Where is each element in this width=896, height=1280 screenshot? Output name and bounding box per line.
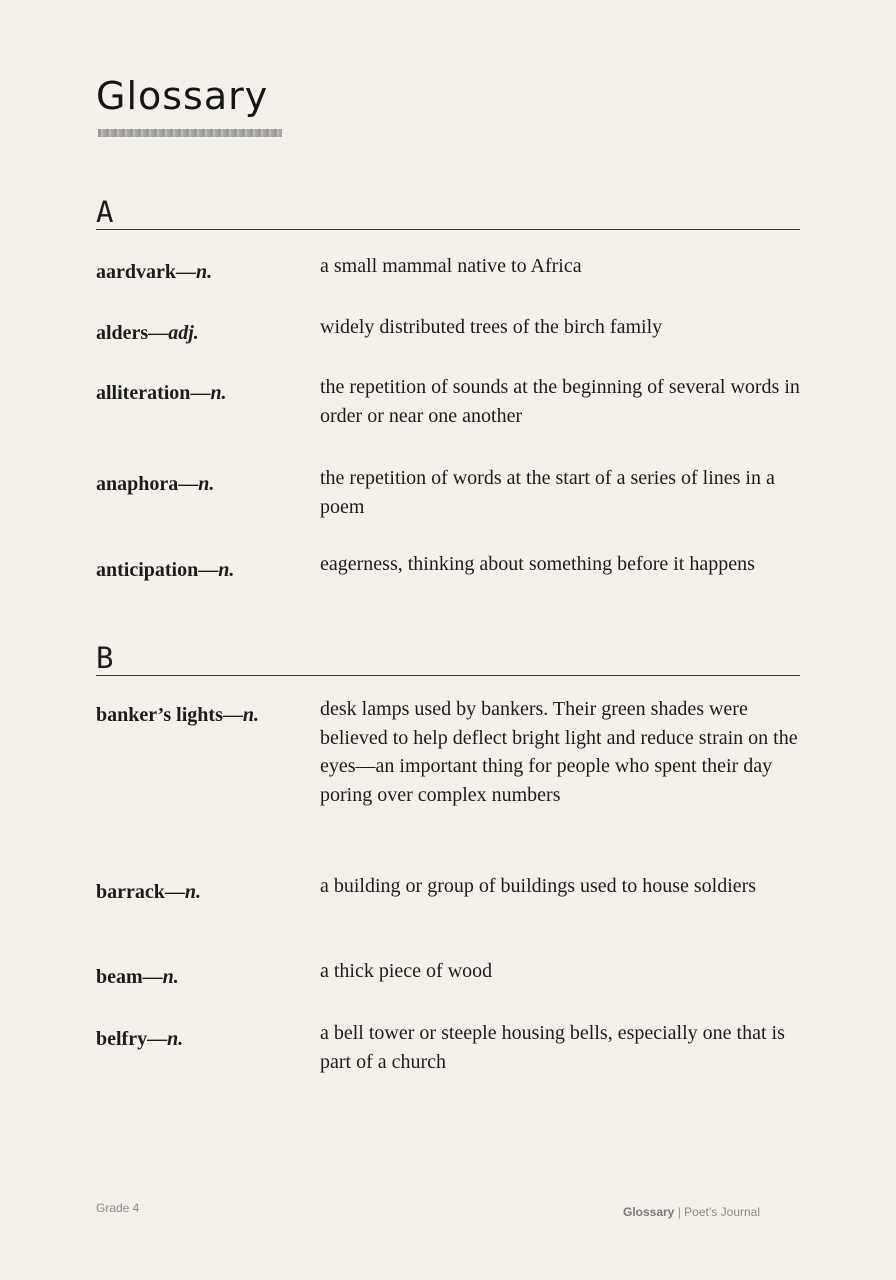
entry-definition: the repetition of words at the start of a series of lines in a poem [320,467,775,518]
term-word: aardvark [96,261,176,283]
term-word: anaphora [96,473,179,495]
entry-definition: a thick piece of wood [320,960,493,982]
term-word: beam [96,966,143,988]
part-of-speech: n. [210,382,227,404]
entry-term: aardvark—n. [96,261,213,283]
entry-term: anaphora—n. [96,473,215,495]
section-divider [96,229,800,230]
page-title: Glossary [96,74,269,118]
entry-definition: widely distributed trees of the birch family [320,316,663,338]
entry-term: banker’s lights—n. [96,704,259,726]
section-divider [96,675,800,676]
footer-separator: | [677,1205,681,1219]
part-of-speech: n. [242,704,259,726]
part-of-speech: n. [162,966,179,988]
part-of-speech: n. [198,473,215,495]
term-word: alliteration [96,382,191,404]
part-of-speech: adj. [168,322,199,344]
part-of-speech: n. [184,881,202,903]
part-of-speech: n. [218,559,235,581]
entry-definition: desk lamps used by bankers. Their green shades were believed to help deflect bright light and reduce strain on the eyes—an important thing for people who spent their day poring over complex numbers [320,698,798,806]
title-underline [98,129,282,137]
entry-definition: a small mammal native to Africa [320,255,582,277]
entry-term: belfry—n. [96,1028,184,1050]
term-word: banker’s lights [96,704,223,726]
glossary-section-b [96,641,800,1073]
term-word: alders [96,322,149,344]
entry-definition: a building or group of buildings used to house soldiers [320,875,757,897]
term-word: barrack [96,881,165,903]
entry-term: barrack—n. [96,881,202,903]
footer-section-name: Glossary [622,1205,675,1219]
entry-term: anticipation—n. [96,559,235,581]
term-word: belfry [96,1028,148,1050]
section-letter: A [96,195,114,229]
entry-term: alliteration—n. [96,382,227,404]
entry-definition: a bell tower or steeple housing bells, especially one that is part of a church [320,1022,785,1073]
footer-running-title [623,1205,760,1219]
footer-grade-label: Grade 4 [96,1201,140,1215]
part-of-speech: n. [196,261,213,283]
footer-book-title: Poet’s Journal [684,1205,760,1219]
entry-term: alders—adj. [96,322,199,344]
part-of-speech: n. [167,1028,184,1050]
entry-definition: the repetition of sounds at the beginning of several words in order or near one another [320,376,800,427]
term-word: anticipation [96,559,199,581]
entry-term: beam—n. [96,966,179,988]
section-letter: B [96,641,114,675]
entry-definition: eagerness, thinking about something before it happens [320,553,755,575]
glossary-section-a [96,195,800,581]
